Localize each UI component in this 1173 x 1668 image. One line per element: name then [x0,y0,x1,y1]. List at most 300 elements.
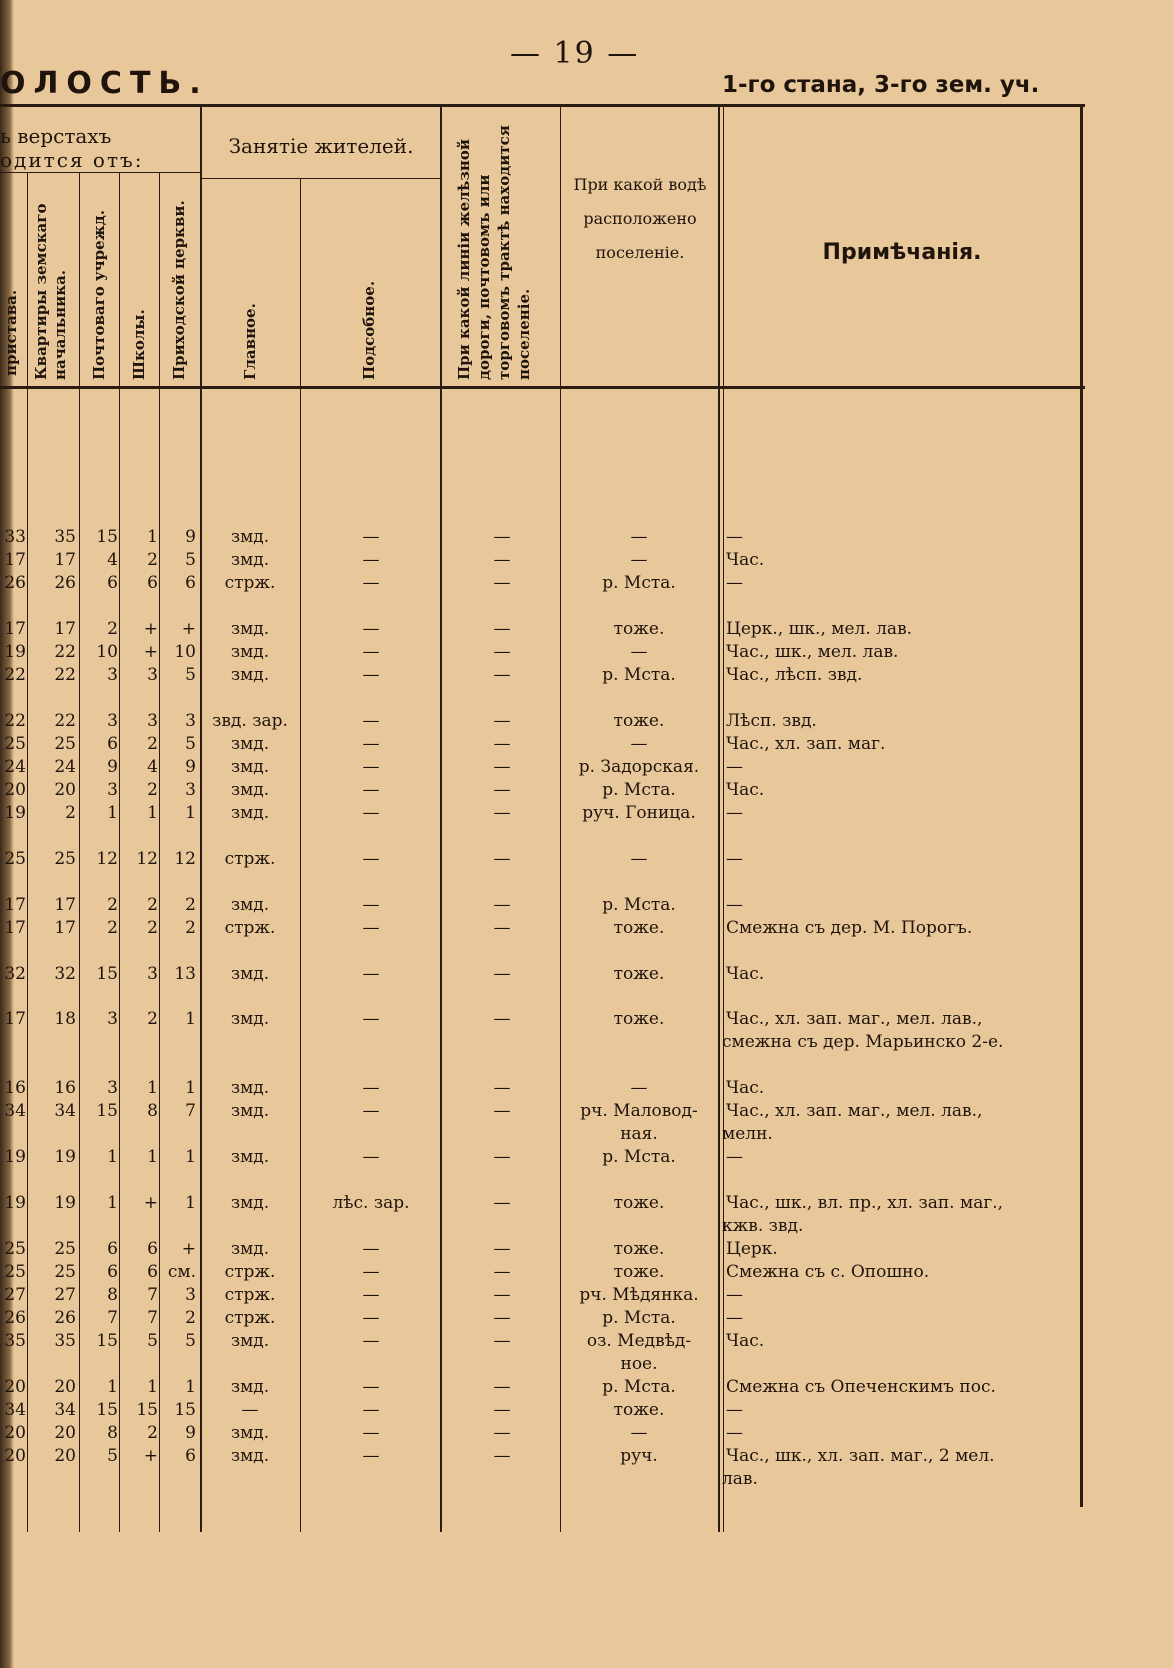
glavnoe-cell: змд. [230,1377,270,1397]
podsobnoe-cell: — [362,550,380,570]
water-cell: р. Мста. [602,780,676,800]
pristava-cell: 33 [4,527,26,547]
notes-cell: — [726,803,743,823]
table-row [0,1239,1173,1263]
glavnoe-cell: змд. [230,665,270,685]
podsobnoe-cell: — [362,895,380,915]
glavnoe-cell: звд. зар. [212,711,288,731]
notes-cell: Смежна съ с. Опошно. [726,1262,930,1282]
pochtovogo-cell: 4 [107,550,118,570]
podsobnoe-cell: — [362,849,380,869]
shkoly-cell: 1 [147,1078,158,1098]
glavnoe-cell: змд. [230,895,270,915]
prikhod-header: Приходской церкви. [170,200,188,380]
podsobnoe-cell: — [362,1239,380,1259]
water-cell: р. Мста. [602,1147,676,1167]
prikhod-cell: 5 [185,550,196,570]
pochtovogo-cell: 1 [107,1147,118,1167]
notes-cell: — [726,849,743,869]
podsobnoe-cell: — [362,1078,380,1098]
kvartiry-cell: 27 [54,1285,76,1305]
table-row [0,895,1173,919]
podsobnoe-cell: лѣс. зар. [332,1193,410,1213]
pochtovogo-cell: 2 [107,918,118,938]
shkoly-cell: 1 [147,1147,158,1167]
pristava-header: пристава. [2,290,20,377]
shkoly-cell: 2 [147,550,158,570]
road-cell: — [493,849,511,869]
prikhod-cell: 3 [185,780,196,800]
table-row [0,1331,1173,1374]
podsobnoe-cell: — [362,1308,380,1328]
water-cell: тоже. [613,964,665,984]
table-row [0,665,1173,689]
kvartiry-cell: 24 [54,757,76,777]
glavnoe-cell: стрж. [224,1285,276,1305]
table-row [0,573,1173,597]
notes-cell: Час. [726,1078,765,1098]
kvartiry-cell: 17 [54,918,76,938]
kvartiry-cell: 2 [65,803,76,823]
water-cell: р. Мста. [602,1377,676,1397]
kvartiry-cell: 18 [54,1009,76,1029]
pochtovogo-cell: 15 [96,1101,118,1121]
road-cell: — [493,734,511,754]
notes-cell: Смежна съ дер. М. Порогъ. [726,918,973,938]
kvartiry-cell: 35 [54,527,76,547]
kvartiry-cell: 25 [54,1239,76,1259]
table-row [0,527,1173,551]
pristava-cell: 17 [4,619,26,639]
road-cell: — [493,1239,511,1259]
water-cell: рч. Маловод- [580,1101,698,1121]
table-row [0,619,1173,643]
pristava-cell: 20 [4,1423,26,1443]
shkoly-header: Школы. [130,309,148,380]
table-row [0,918,1173,942]
podsobnoe-header: Подсобное. [360,280,378,380]
prikhod-cell: 5 [185,734,196,754]
road-cell: — [493,918,511,938]
prikhod-cell: 2 [185,895,196,915]
pristava-cell: 35 [4,1331,26,1351]
table-row [0,1147,1173,1171]
kvartiry-cell: 17 [54,619,76,639]
table-row [0,1101,1173,1144]
water-header: При какой водѣ расположено поселеніе. [573,175,707,262]
water-cell: оз. Медвѣд- [586,1331,692,1351]
pochtovogo-cell: 15 [96,1400,118,1420]
water-cell: руч. [620,1446,658,1466]
notes-cell: — [726,1308,743,1328]
podsobnoe-cell: — [362,1400,380,1420]
shkoly-cell: 2 [147,895,158,915]
glavnoe-cell: змд. [230,1423,270,1443]
water-cell: тоже. [613,619,665,639]
pristava-cell: 17 [4,918,26,938]
table-row [0,642,1173,666]
prikhod-cell: + [181,619,196,639]
road-header: При какой линіи желѣзной дороги, почтовомъ или торговомъ трактѣ находится поселеніе. [455,125,533,380]
podsobnoe-cell: — [362,964,380,984]
pristava-cell: 16 [4,1078,26,1098]
road-cell: — [493,665,511,685]
pochtovogo-cell: 6 [107,1239,118,1259]
podsobnoe-cell: — [362,1262,380,1282]
podsobnoe-cell: — [362,1009,380,1029]
water-cell: тоже. [613,711,665,731]
road-cell: — [493,1331,511,1351]
kvartiry-cell: 25 [54,849,76,869]
pochtovogo-cell: 9 [107,757,118,777]
shkoly-cell: 1 [147,803,158,823]
road-cell: — [493,1101,511,1121]
prikhod-cell: 3 [185,711,196,731]
podsobnoe-cell: — [362,642,380,662]
glavnoe-cell: змд. [230,1009,270,1029]
pristava-cell: 22 [4,665,26,685]
notes-cell: Церк., шк., мел. лав. [726,619,913,639]
water-cell: тоже. [613,1400,665,1420]
kvartiry-cell: 35 [54,1331,76,1351]
shkoly-cell: + [143,642,158,662]
pristava-cell: 19 [4,803,26,823]
road-cell: — [493,550,511,570]
shkoly-cell: 3 [147,711,158,731]
glavnoe-cell: змд. [230,780,270,800]
pochtovogo-cell: 8 [107,1423,118,1443]
road-cell: — [493,1446,511,1466]
notes-cell: — [726,527,743,547]
table-row [0,1377,1173,1401]
kvartiry-header: Квартиры земскаго начальника. [32,203,69,380]
notes-cell-continuation: мелн. [722,1124,773,1144]
table-row [0,550,1173,574]
podsobnoe-cell: — [362,1147,380,1167]
notes-cell: Час. [726,1331,765,1351]
shkoly-cell: 2 [147,1423,158,1443]
podsobnoe-cell: — [362,803,380,823]
shkoly-cell: 2 [147,918,158,938]
kvartiry-cell: 20 [54,1446,76,1466]
glavnoe-cell: стрж. [224,1308,276,1328]
glavnoe-cell: стрж. [224,573,276,593]
table-row [0,803,1173,827]
shkoly-cell: 8 [147,1101,158,1121]
water-cell: — [630,1423,648,1443]
pristava-cell: 17 [4,1009,26,1029]
podsobnoe-cell: — [362,1101,380,1121]
shkoly-cell: 4 [147,757,158,777]
pochtovogo-cell: 3 [107,780,118,800]
table-row [0,1078,1173,1102]
occupation-group-header: Занятіе жителей. [228,134,414,158]
water-cell: руч. Гоница. [582,803,696,823]
pochtovogo-cell: 3 [107,711,118,731]
pristava-cell: 24 [4,757,26,777]
notes-cell: — [726,1423,743,1443]
prikhod-cell: 5 [185,665,196,685]
notes-cell: Час., хл. зап. маг., мел. лав., [726,1101,983,1121]
glavnoe-cell: змд. [230,527,270,547]
glavnoe-header: Главное. [241,303,259,380]
prikhod-cell: 2 [185,918,196,938]
glavnoe-cell: змд. [230,1193,270,1213]
shkoly-cell: 3 [147,964,158,984]
water-cell: тоже. [613,1193,665,1213]
pochtovogo-cell: 1 [107,1377,118,1397]
water-cell: р. Задорская. [578,757,700,777]
podsobnoe-cell: — [362,780,380,800]
glavnoe-cell: стрж. [224,849,276,869]
kvartiry-cell: 34 [54,1101,76,1121]
podsobnoe-cell: — [362,665,380,685]
kvartiry-cell: 19 [54,1147,76,1167]
table-row [0,964,1173,988]
kvartiry-cell: 26 [54,573,76,593]
page-number: — 19 — [510,36,640,71]
road-cell: — [493,642,511,662]
table-row [0,1400,1173,1424]
shkoly-cell: 1 [147,527,158,547]
glavnoe-cell: змд. [230,1078,270,1098]
notes-cell-continuation: лав. [722,1469,758,1489]
glavnoe-cell: змд. [230,1101,270,1121]
table-row [0,1308,1173,1332]
prikhod-cell: 6 [185,573,196,593]
kvartiry-cell: 34 [54,1400,76,1420]
road-cell: — [493,803,511,823]
kvartiry-cell: 20 [54,1377,76,1397]
notes-cell: — [726,1147,743,1167]
road-cell: — [493,895,511,915]
road-cell: — [493,1377,511,1397]
kvartiry-cell: 17 [54,550,76,570]
pristava-cell: 34 [4,1400,26,1420]
occupation-subrule [202,178,442,179]
pristava-cell: 26 [4,1308,26,1328]
notes-cell: Час., хл. зап. маг. [726,734,886,754]
pristava-cell: 25 [4,849,26,869]
kvartiry-cell: 22 [54,711,76,731]
prikhod-cell: 5 [185,1331,196,1351]
water-cell: тоже. [613,1009,665,1029]
podsobnoe-cell: — [362,619,380,639]
pochtovogo-cell: 10 [96,642,118,662]
pristava-cell: 22 [4,711,26,731]
kvartiry-cell: 20 [54,780,76,800]
water-cell: тоже. [613,918,665,938]
prikhod-cell: 7 [185,1101,196,1121]
shkoly-cell: 7 [147,1308,158,1328]
shkoly-cell: + [143,1446,158,1466]
prikhod-cell: 1 [185,1078,196,1098]
table-row [0,1446,1173,1489]
water-cell: — [630,734,648,754]
pochtovogo-cell: 8 [107,1285,118,1305]
shkoly-cell: 1 [147,1377,158,1397]
podsobnoe-cell: — [362,918,380,938]
pristava-cell: 32 [4,964,26,984]
volost-heading: ОЛОСТЬ. [0,66,209,101]
pristava-cell: 19 [4,1193,26,1213]
notes-cell: — [726,1400,743,1420]
water-cell: — [630,1078,648,1098]
prikhod-cell: 13 [174,964,196,984]
water-cell-continuation: ное. [620,1354,658,1374]
notes-cell: Час. [726,550,765,570]
pochtovogo-cell: 1 [107,803,118,823]
pochtovogo-cell: 3 [107,1078,118,1098]
prikhod-cell: 1 [185,1147,196,1167]
pristava-cell: 25 [4,1239,26,1259]
shkoly-cell: 2 [147,1009,158,1029]
water-cell: р. Мста. [602,895,676,915]
podsobnoe-cell: — [362,1423,380,1443]
kvartiry-cell: 26 [54,1308,76,1328]
podsobnoe-cell: — [362,1377,380,1397]
pristava-cell: 19 [4,1147,26,1167]
pristava-cell: 19 [4,642,26,662]
road-cell: — [493,619,511,639]
shkoly-cell: 3 [147,665,158,685]
prikhod-cell: 1 [185,1009,196,1029]
water-cell: тоже. [613,1262,665,1282]
table-row [0,1009,1173,1052]
top-rule [0,104,1085,107]
pochtovogo-cell: 15 [96,1331,118,1351]
road-cell: — [493,780,511,800]
pochtovogo-cell: 3 [107,1009,118,1029]
prikhod-cell: 1 [185,1193,196,1213]
pochtovogo-header: Почтоваго учрежд. [90,210,108,380]
prikhod-cell: 9 [185,757,196,777]
kvartiry-cell: 22 [54,665,76,685]
prikhod-cell: 15 [174,1400,196,1420]
water-cell: р. Мста. [602,665,676,685]
glavnoe-cell: змд. [230,1147,270,1167]
shkoly-cell: 2 [147,734,158,754]
podsobnoe-cell: — [362,711,380,731]
pristava-cell: 20 [4,1377,26,1397]
notes-header: Примѣчанія. [822,240,982,265]
podsobnoe-cell: — [362,1285,380,1305]
notes-cell-continuation: смежна съ дер. Марьинско 2-е. [722,1032,1004,1052]
prikhod-cell: 3 [185,1285,196,1305]
pristava-cell: 20 [4,1446,26,1466]
pristava-cell: 17 [4,895,26,915]
water-cell: — [630,642,648,662]
pochtovogo-cell: 2 [107,619,118,639]
notes-cell: — [726,895,743,915]
table-row [0,849,1173,873]
road-cell: — [493,757,511,777]
notes-cell: Церк. [726,1239,778,1259]
pristava-cell: 17 [4,550,26,570]
podsobnoe-cell: — [362,1331,380,1351]
pristava-cell: 25 [4,734,26,754]
podsobnoe-cell: — [362,734,380,754]
glavnoe-cell: змд. [230,1239,270,1259]
kvartiry-cell: 22 [54,642,76,662]
table-row [0,1193,1173,1236]
distance-group-line1: ь верстахъ [0,124,112,148]
pristava-cell: 25 [4,1262,26,1282]
prikhod-cell: 1 [185,1377,196,1397]
podsobnoe-cell: — [362,573,380,593]
kvartiry-cell: 25 [54,734,76,754]
pochtovogo-cell: 6 [107,1262,118,1282]
notes-cell: — [726,1285,743,1305]
pristava-cell: 27 [4,1285,26,1305]
road-cell: — [493,1009,511,1029]
water-cell: — [630,527,648,547]
shkoly-cell: 6 [147,1239,158,1259]
glavnoe-cell: змд. [230,550,270,570]
prikhod-cell: 10 [174,642,196,662]
shkoly-cell: 2 [147,780,158,800]
water-cell: р. Мста. [602,573,676,593]
table-row [0,1262,1173,1286]
water-cell-continuation: ная. [620,1124,658,1144]
table-row [0,780,1173,804]
pochtovogo-cell: 15 [96,964,118,984]
notes-cell: Час. [726,780,765,800]
notes-cell: Смежна съ Опеченскимъ пос. [726,1377,996,1397]
road-cell: — [493,527,511,547]
shkoly-cell: 15 [136,1400,158,1420]
road-cell: — [493,573,511,593]
glavnoe-cell: стрж. [224,918,276,938]
road-cell: — [493,964,511,984]
glavnoe-cell: — [241,1400,259,1420]
glavnoe-cell: змд. [230,1331,270,1351]
glavnoe-cell: стрж. [224,1262,276,1282]
district-heading: 1-го стана, 3-го зем. уч. [722,72,1040,98]
glavnoe-cell: змд. [230,642,270,662]
pochtovogo-cell: 12 [96,849,118,869]
water-cell: р. Мста. [602,1308,676,1328]
prikhod-cell: 12 [174,849,196,869]
pristava-cell: 26 [4,573,26,593]
glavnoe-cell: змд. [230,964,270,984]
notes-cell: Час., шк., мел. лав. [726,642,899,662]
pochtovogo-cell: 1 [107,1193,118,1213]
podsobnoe-cell: — [362,757,380,777]
shkoly-cell: + [143,619,158,639]
pochtovogo-cell: 5 [107,1446,118,1466]
shkoly-cell: + [143,1193,158,1213]
prikhod-cell: 6 [185,1446,196,1466]
pochtovogo-cell: 2 [107,895,118,915]
road-cell: — [493,1423,511,1443]
notes-cell-continuation: кжв. звд. [722,1216,804,1236]
road-cell: — [493,1262,511,1282]
notes-cell: Час., шк., хл. зап. маг., 2 мел. [726,1446,995,1466]
glavnoe-cell: змд. [230,803,270,823]
kvartiry-cell: 20 [54,1423,76,1443]
shkoly-cell: 6 [147,1262,158,1282]
notes-cell: — [726,573,743,593]
notes-cell: Час., хл. зап. маг., мел. лав., [726,1009,983,1029]
glavnoe-cell: змд. [230,619,270,639]
distance-group-header [0,124,200,172]
prikhod-cell: 1 [185,803,196,823]
podsobnoe-cell: — [362,527,380,547]
pochtovogo-cell: 6 [107,573,118,593]
road-cell: — [493,711,511,731]
road-cell: — [493,1285,511,1305]
